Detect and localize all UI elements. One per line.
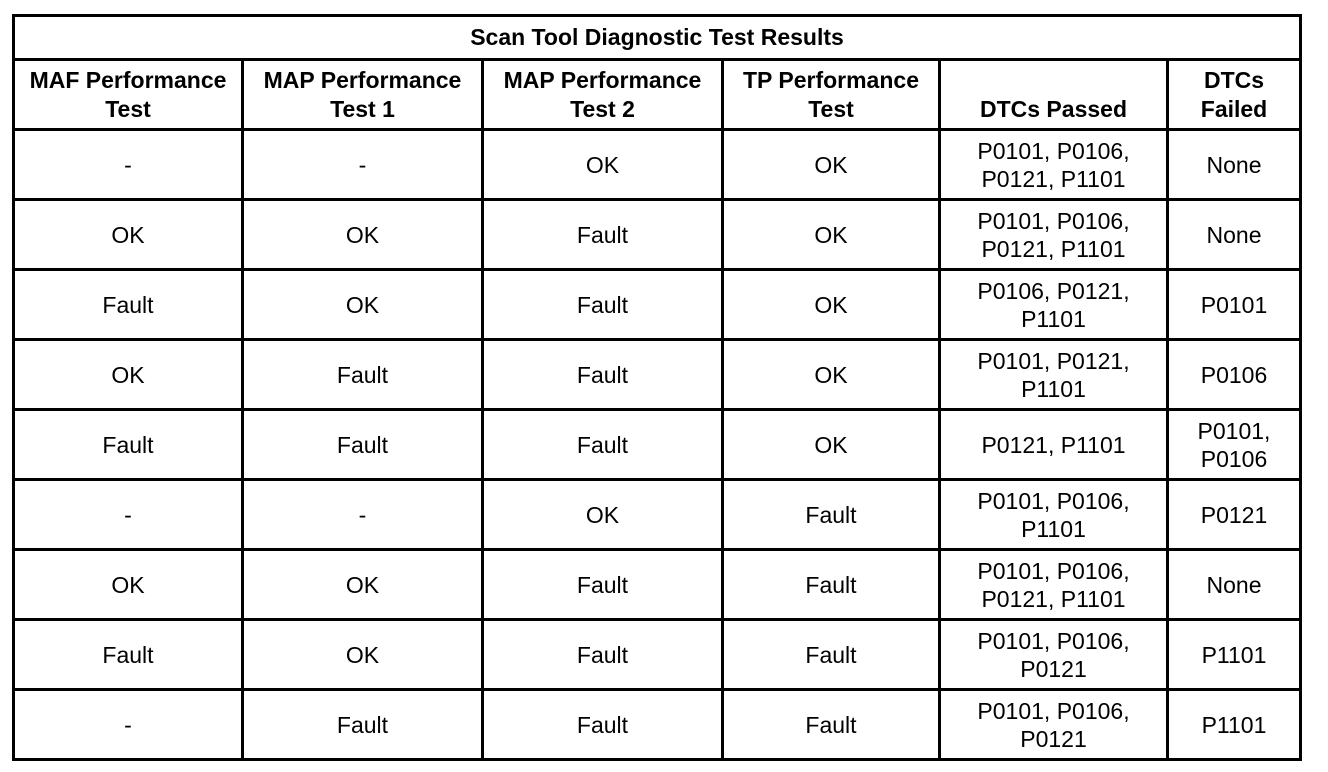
cell-text: P0101, P0106, P0121, P1101 xyxy=(977,137,1130,192)
cell-tp-test xyxy=(723,340,940,410)
cell-dtcs-failed xyxy=(1168,200,1301,270)
cell-text: P0101, P0121, P1101 xyxy=(977,347,1130,402)
cell-text: P1101 xyxy=(1201,641,1267,668)
cell-text: Fault xyxy=(576,431,629,458)
header-dtcs-passed: DTCs Passed xyxy=(940,60,1168,130)
cell-text: OK xyxy=(585,151,620,178)
cell-text: P0121, P1101 xyxy=(981,431,1126,458)
cell-tp-test xyxy=(723,270,940,340)
cell-map-test-1 xyxy=(243,340,483,410)
cell-text: Fault xyxy=(805,501,857,528)
table-row xyxy=(14,480,1301,550)
cell-map-test-2 xyxy=(483,690,723,760)
cell-maf-test xyxy=(14,620,243,690)
cell-map-test-2 xyxy=(483,340,723,410)
table-row xyxy=(14,690,1301,760)
cell-text: OK xyxy=(345,571,380,598)
cell-text: P0101, P0106, P0121, P1101 xyxy=(977,557,1130,612)
cell-text: OK xyxy=(814,151,848,178)
title-row xyxy=(14,16,1301,60)
cell-dtcs-passed xyxy=(940,340,1168,410)
cell-dtcs-passed xyxy=(940,550,1168,620)
cell-text: P0101, P0106, P0121 xyxy=(977,697,1130,752)
cell-maf-test xyxy=(14,130,243,200)
cell-text: Fault xyxy=(336,361,389,388)
cell-dtcs-failed xyxy=(1168,340,1301,410)
cell-maf-test xyxy=(14,550,243,620)
diagnostic-results-table xyxy=(12,14,1302,761)
cell-text: Fault xyxy=(576,571,629,598)
cell-tp-test xyxy=(723,620,940,690)
cell-map-test-2 xyxy=(483,130,723,200)
cell-dtcs-passed xyxy=(940,620,1168,690)
cell-dtcs-passed xyxy=(940,410,1168,480)
cell-text: Fault xyxy=(102,291,154,318)
cell-dtcs-passed xyxy=(940,200,1168,270)
cell-map-test-2 xyxy=(483,480,723,550)
table-row xyxy=(14,550,1301,620)
cell-text: OK xyxy=(345,291,380,318)
cell-text: Fault xyxy=(805,641,857,668)
cell-dtcs-failed xyxy=(1168,130,1301,200)
cell-dtcs-failed xyxy=(1168,270,1301,340)
cell-text: Fault xyxy=(336,711,389,738)
cell-text: Fault xyxy=(102,641,154,668)
cell-tp-test xyxy=(723,130,940,200)
cell-text: - xyxy=(358,501,367,528)
cell-dtcs-passed xyxy=(940,480,1168,550)
cell-maf-test xyxy=(14,480,243,550)
cell-tp-test xyxy=(723,690,940,760)
cell-text: P0101 xyxy=(1200,291,1268,318)
table-row xyxy=(14,340,1301,410)
cell-text: OK xyxy=(345,221,380,248)
cell-map-test-1 xyxy=(243,480,483,550)
cell-dtcs-failed xyxy=(1168,550,1301,620)
cell-text: Fault xyxy=(576,711,629,738)
table-row xyxy=(14,130,1301,200)
cell-map-test-1 xyxy=(243,200,483,270)
cell-tp-test xyxy=(723,480,940,550)
cell-text: None xyxy=(1206,571,1262,598)
cell-map-test-1 xyxy=(243,270,483,340)
cell-dtcs-failed xyxy=(1168,690,1301,760)
cell-text: OK xyxy=(814,221,848,248)
cell-map-test-1 xyxy=(243,620,483,690)
cell-dtcs-passed xyxy=(940,130,1168,200)
cell-map-test-2 xyxy=(483,270,723,340)
cell-text: Fault xyxy=(576,641,629,668)
cell-text: P0101, P0106 xyxy=(1197,417,1271,472)
cell-text: - xyxy=(358,151,367,178)
cell-text: Fault xyxy=(576,361,629,388)
cell-text: P0101, P0106, P1101 xyxy=(977,487,1130,542)
header-row xyxy=(14,60,1301,130)
header-dtcs-failed: DTCs Failed xyxy=(1168,60,1301,130)
cell-map-test-2 xyxy=(483,620,723,690)
table-row xyxy=(14,270,1301,340)
header-map-performance-test-2: MAP Performance Test 2 xyxy=(483,60,723,130)
header-maf-performance-test: MAF Performance Test xyxy=(14,60,243,130)
cell-text: None xyxy=(1206,151,1262,178)
table-row xyxy=(14,200,1301,270)
cell-dtcs-failed xyxy=(1168,620,1301,690)
cell-maf-test xyxy=(14,690,243,760)
header-map-performance-test-1: MAP Performance Test 1 xyxy=(243,60,483,130)
table-row xyxy=(14,410,1301,480)
cell-text: OK xyxy=(814,431,848,458)
cell-text: P1101 xyxy=(1201,711,1267,738)
cell-text: P0121 xyxy=(1200,501,1268,528)
cell-map-test-1 xyxy=(243,130,483,200)
cell-text: Fault xyxy=(805,571,857,598)
cell-map-test-1 xyxy=(243,690,483,760)
cell-text: P0106, P0121, P1101 xyxy=(977,277,1130,332)
cell-dtcs-failed xyxy=(1168,480,1301,550)
cell-text: OK xyxy=(585,501,620,528)
cell-maf-test xyxy=(14,340,243,410)
cell-map-test-2 xyxy=(483,550,723,620)
cell-text: Fault xyxy=(576,291,629,318)
cell-tp-test xyxy=(723,550,940,620)
cell-text: OK xyxy=(111,221,145,248)
cell-maf-test xyxy=(14,270,243,340)
cell-text: P0101, P0106, P0121, P1101 xyxy=(977,207,1130,262)
table-body xyxy=(14,130,1301,760)
cell-text: P0106 xyxy=(1200,361,1268,388)
cell-dtcs-passed xyxy=(940,270,1168,340)
cell-map-test-2 xyxy=(483,410,723,480)
cell-text: Fault xyxy=(576,221,629,248)
cell-tp-test xyxy=(723,410,940,480)
cell-text: Fault xyxy=(805,711,857,738)
cell-maf-test xyxy=(14,410,243,480)
cell-text: OK xyxy=(111,361,145,388)
cell-dtcs-passed xyxy=(940,690,1168,760)
cell-text: P0101, P0106, P0121 xyxy=(977,627,1130,682)
cell-map-test-1 xyxy=(243,410,483,480)
cell-text: OK xyxy=(814,291,848,318)
cell-map-test-1 xyxy=(243,550,483,620)
table-row xyxy=(14,620,1301,690)
cell-text: Fault xyxy=(336,431,389,458)
header-tp-performance-test: TP Performance Test xyxy=(723,60,940,130)
cell-text: - xyxy=(124,151,132,178)
table-title: Scan Tool Diagnostic Test Results xyxy=(14,16,1301,60)
cell-text: None xyxy=(1206,221,1262,248)
cell-text: - xyxy=(124,711,132,738)
cell-tp-test xyxy=(723,200,940,270)
cell-maf-test xyxy=(14,200,243,270)
cell-text: OK xyxy=(814,361,848,388)
cell-map-test-2 xyxy=(483,200,723,270)
cell-text: - xyxy=(124,501,132,528)
cell-text: OK xyxy=(345,641,380,668)
cell-text: Fault xyxy=(102,431,154,458)
cell-text: OK xyxy=(111,571,145,598)
cell-dtcs-failed xyxy=(1168,410,1301,480)
